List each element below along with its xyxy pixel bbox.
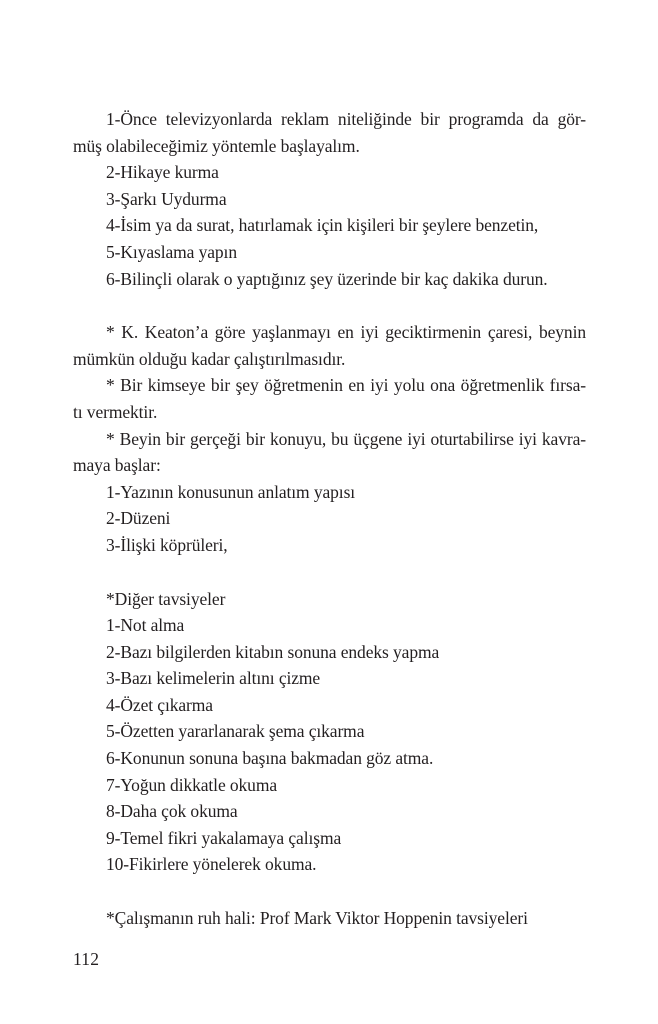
- list-item: 8-Daha çok okuma: [106, 801, 238, 822]
- note-keaton-line-1: * K. Keaton’a göre yaşlanmayı en iyi geciktirmenin çaresi, beynin: [106, 322, 586, 343]
- list-item: 3-İlişki köprüleri,: [106, 534, 228, 555]
- list-item: 10-Fikirlere yönelerek okuma.: [106, 854, 317, 875]
- paragraph-gap: [73, 292, 586, 319]
- list-item: 1-Not alma: [106, 615, 185, 636]
- list-item: 9-Temel fikri yakalamaya çalışma: [106, 827, 342, 848]
- note-teaching-line-2: tı vermektir.: [73, 401, 158, 422]
- intro-line-1: 1-Önce televizyonlarda reklam niteliğinde bir programda da gör-: [106, 109, 586, 129]
- list-item: 2-Düzeni: [106, 508, 171, 529]
- notes-section: [73, 319, 586, 558]
- list-item: 3-Şarkı Uydurma: [106, 188, 227, 209]
- section-heading: *Diğer tavsiyeler: [106, 588, 226, 609]
- note-brain-line-1: * Beyin bir gerçeği bir konuyu, bu üçgene iyi oturtabilirse iyi kavra-: [106, 428, 586, 449]
- intro-line-2: müş olabileceğimiz yöntemle başlayalım.: [73, 135, 360, 156]
- paragraph-gap: [73, 559, 586, 586]
- book-page-body: [73, 106, 586, 932]
- list-item: 5-Özetten yararlanarak şema çıkarma: [106, 721, 365, 742]
- other-tips-section: [73, 586, 586, 879]
- paragraph-gap: [73, 878, 586, 905]
- list-item: 1-Yazının konusunun anlatım yapısı: [106, 481, 356, 502]
- memory-methods-section: [73, 106, 586, 292]
- section-heading: *Çalışmanın ruh hali: Prof Mark Viktor Hoppenin tavsiyeleri: [106, 908, 528, 929]
- list-item: 2-Bazı bilgilerden kitabın sonuna endeks yapma: [106, 641, 440, 662]
- list-item: 2-Hikaye kurma: [106, 162, 219, 183]
- list-item: 4-İsim ya da surat, hatırlamak için kişileri bir şeylere benzetin,: [106, 215, 539, 236]
- list-item: 3-Bazı kelimelerin altını çizme: [106, 668, 321, 689]
- note-teaching-line-1: * Bir kimseye bir şey öğretmenin en iyi yolu ona öğretmenlik fırsa-: [106, 375, 586, 396]
- study-mood-section: [73, 905, 586, 932]
- note-brain-line-2: maya başlar:: [73, 455, 161, 476]
- list-item: 5-Kıyaslama yapın: [106, 241, 237, 262]
- list-item: 6-Bilinçli olarak o yaptığınız şey üzerinde bir kaç dakika durun.: [106, 268, 548, 289]
- list-item: 4-Özet çıkarma: [106, 694, 213, 715]
- list-item: 7-Yoğun dikkatle okuma: [106, 774, 278, 795]
- list-item: 6-Konunun sonuna başına bakmadan göz atma.: [106, 748, 434, 769]
- page-number: 112: [73, 949, 100, 969]
- note-keaton-line-2: mümkün olduğu kadar çalıştırılmasıdır.: [73, 348, 346, 369]
